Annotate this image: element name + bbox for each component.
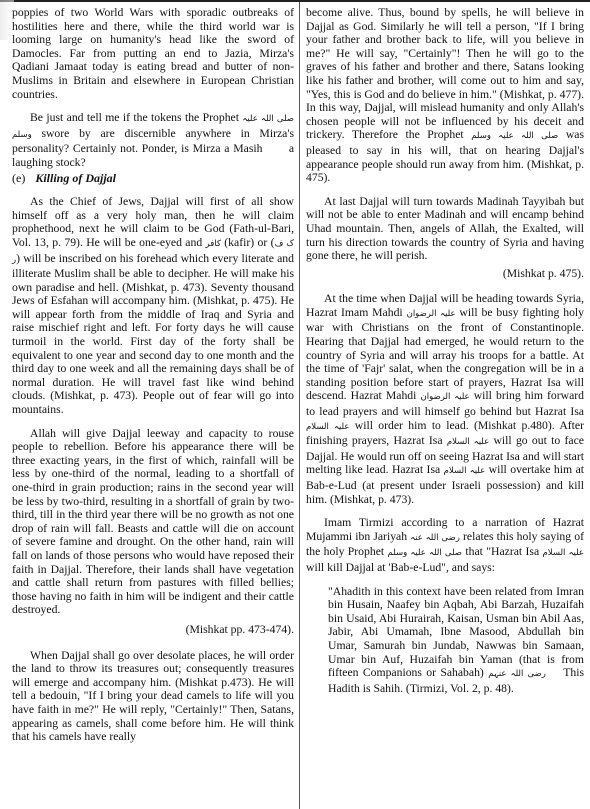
paragraph xyxy=(306,292,584,506)
left-column xyxy=(12,6,294,754)
arabic-salutation: صلی اللہ علیہ وسلم xyxy=(471,131,559,142)
arabic-honorific: علیہ السلام xyxy=(443,466,486,477)
paragraph: When Dajjal shall go over desolate places, he will order the land to throw its treasures out; consequently treasures will emerge and accompany him. (Mishkat p.473). He will tell a bedouin, "If I bring your dead camels to life will you have faith in me?" He will reply, "Certainly!" Then, Satans, appearing as camels, shall come before him. He will think that his camels have really xyxy=(12,648,294,744)
text-run: that "Hazrat Isa xyxy=(465,545,540,559)
text-run: Be just and tell me if the tokens the Prophet xyxy=(30,111,239,125)
text-run: Imam Tirmizi according to a narration of Hazrat Mujammi ibn Jariyah xyxy=(306,516,584,543)
arabic-salutation: صلی اللہ علیہ وسلم xyxy=(387,548,462,559)
arabic-honorific: رضی اللہ عنہم xyxy=(488,669,546,680)
text-run: swore by are discernible anywhere in Mirza's personality? Certainly not. Ponder, is Mirza a Masih xyxy=(12,126,294,156)
text-run: become alive. Thus, bound by spells, he will believe in Dajjal as God. Similarly he will tell a person, "If I bring your father and brother back to life, will you believe in me?" He will say, "Certainly"! Then he will go to the graves of his father and brother and there, Satans looking like his father and brother, will come out to him and say, "Yes, this is God and do believe in him." (Mishkat, p. 477). In this way, Dajjal, will mislead humanity and only Allah's chosen people will not be influenced by his deceit and trickery. Therefore the Prophet xyxy=(306,6,584,142)
text-run: will overtake him at Bab-e-Lud (at present under Israeli possession) and kill him. (Mishkat, p. 473). xyxy=(306,463,585,506)
right-column xyxy=(306,6,584,695)
text-run: will be busy fighting holy war with Christians on the front of Constantinople. Hearing that Dajjal had emerged, he would return to the country of Syria and will array his troops for a battle. At the time of 'Fajr' salat, when the congregation will be in a standing position before start of prayers, Hazrat Isa will descend. Hazrat Mahdi xyxy=(306,305,585,403)
citation: (Mishkat p. 475). xyxy=(502,266,584,280)
paragraph xyxy=(306,516,584,574)
paragraph xyxy=(12,111,294,169)
text-run: will go out to face Dajjal. He would run off on seeing Hazrat Isa and will start melting like lead. Hazrat Isa xyxy=(306,434,584,477)
arabic-honorific: علیہ الرضوان xyxy=(420,392,470,403)
text-run: a laughing stock? xyxy=(12,142,295,169)
hadith-quote xyxy=(328,585,584,696)
text-run: (kafir) or ( xyxy=(224,235,275,249)
citation: (Tirmizi, Vol. 2, p. 48). xyxy=(405,681,514,695)
arabic-honorific: علیہ السلام xyxy=(306,421,350,432)
top-rule xyxy=(0,0,590,2)
text-run: will kill Dajjal at 'Bab-e-Lud", and says: xyxy=(306,560,495,574)
paragraph: At last Dajjal will turn towards Madinah Tayyibah but will not be able to enter Madinah and will encamp behind Uhad mountain. Then, angels of Allah, the Exalted, will turn his direction towards the country of Syria and having gone there, he will perish. xyxy=(306,194,584,263)
paragraph xyxy=(306,6,584,185)
text-run: "Ahadith in this context have been related from Imran bin Husain, Naafey bin Aqbah, Abi Barzah, Huzaifah bin Usaid, Abi Hurairah, Kaisan, Usman bin Abil Aas, Jabir, Abi Umamah, Ibne Masood, Abdullah bin Umar, Samurah bin Jundab, Nawwas bin Samaan, Umar bin Auf, Huzaifah bin Yaman (that is from fifteen Companions or Sahabah) xyxy=(328,584,584,680)
text-run: will bring him forward to lead prayers and will himself go behind but Hazrat Isa xyxy=(306,389,585,419)
text-run: was pleased to say in his will, that on hearing Dajjal's appearance people should run away from him. (Mishkat, p. 475). xyxy=(306,128,584,185)
paragraph xyxy=(12,195,294,417)
section-heading xyxy=(12,172,294,186)
arabic-honorific: رضی اللہ عنہ xyxy=(410,532,460,543)
arabic-honorific: علیہ السلام xyxy=(542,548,584,559)
text-run: relates this holy saying of the holy Prophet xyxy=(306,529,585,559)
arabic-word: کافر xyxy=(205,238,221,249)
paragraph: Allah will give Dajjal leeway and capacity to rouse people to rebellion. Before his appearance there will be three exacting years, in the first of which, rainfall will be less by one-third of the normal, leading to a shortfall of one-third in grain production; rains in the second year will be less by two-third, resulting in a shortfall of grain by two-third, till in the third year there will be no growth as not one drop of rain will fall. Beasts and cattle will die on account of severe famine and drought. On the other hand, rain will fall on lands of those persons who would have reposed their faith in Dajjal. Therefore, their lands shall have vegetation and cattle shall return from pastures with filled bellies; those having no faith in him will be indigent and their cattle destroyed. xyxy=(12,426,294,617)
text-run: ) will be inscribed on his forehead which every literate and illiterate Muslim shall be able to decipher. He will make his own paradise and hell. (Mishkat, p. 473). Seventy thousand Jews of Esfahan will accompany him. (Mishkat, p. 475). He will appear forth from the middle of Iraq and Syria and raise mischief right and left. For forty days he will cause turmoil in the world. First day of the forty shall be equivalent to one year and second day to one month and the third day to one week and all the remaining days shall be of normal duration. He will travel fast like wind behind clouds. (Mishkat, p. 473). People out of fear will go into mountains. xyxy=(12,251,294,417)
citation: (Mishkat pp. 473-474). xyxy=(185,622,294,636)
text-run: This Hadith is Sahih. xyxy=(328,666,585,695)
arabic-honorific: علیہ الرضوان xyxy=(406,308,456,319)
text-run: will order him to lead. (Mishkat p.480). After finishing prayers, Hazrat Isa xyxy=(306,418,584,448)
paragraph: poppies of two World Wars with sporadic outbreaks of hostilities here and there, while the third world war is looming large on humanity's head like the sword of Damocles. Far from putting an end to Jazia, Mirza's Qadiani Jamaat today is eating bread and butter of non-Muslims in Britain and elsewhere in European Christian countries. xyxy=(12,6,294,101)
section-title: Killing of Dajjal xyxy=(35,170,117,185)
column-divider xyxy=(299,2,300,809)
arabic-honorific: علیہ السلام xyxy=(446,437,490,448)
arabic-letters: ک ف ر xyxy=(12,238,295,265)
text-run: As the Chief of Jews, Dajjal will first of all show himself off as a very holy man, then he will claim prophethood, next he will claim to be God (Fath-ul-Bari, Vol. 13, p. 79). He will be one-eyed and xyxy=(12,195,294,249)
text-run: At the time when Dajjal will be heading towards Syria, Hazrat Imam Mahdi xyxy=(306,292,584,319)
section-marker: (e) xyxy=(12,170,26,185)
arabic-salutation: صلی اللہ علیہ وسلم xyxy=(12,114,294,140)
